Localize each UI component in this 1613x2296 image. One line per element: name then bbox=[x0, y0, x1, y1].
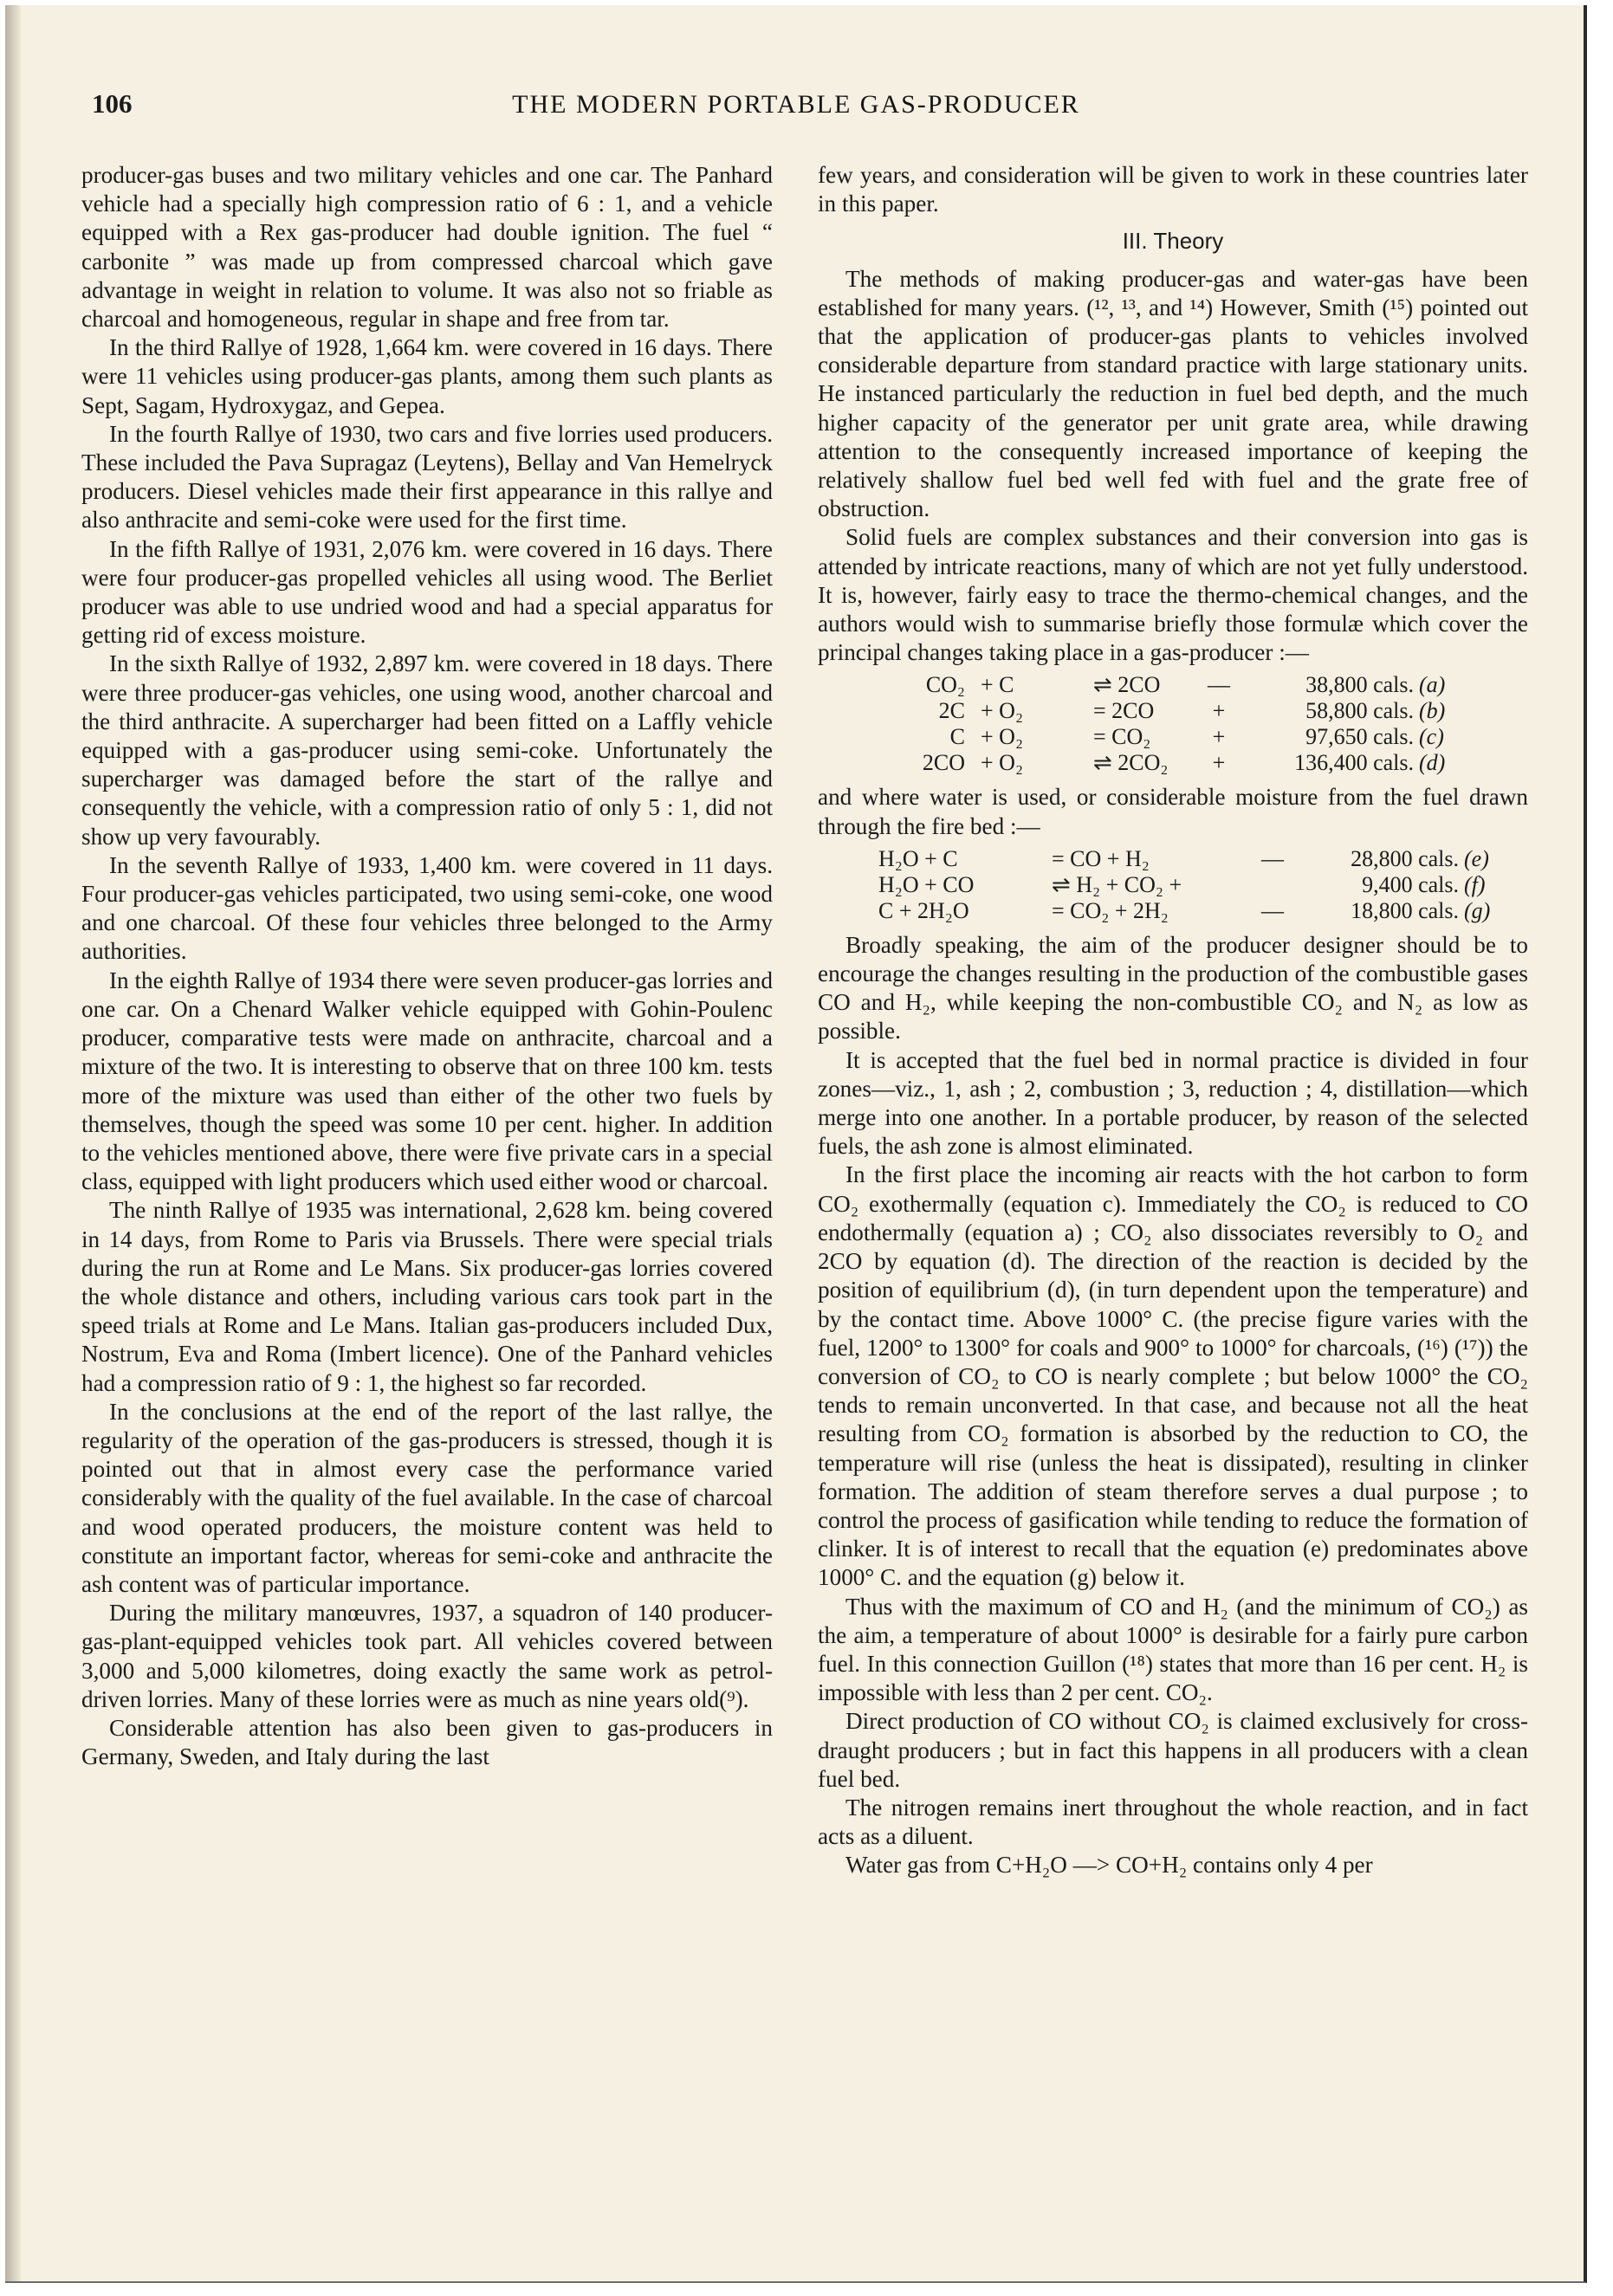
paragraph: and where water is used, or considerable moisture from the fuel drawn through the fire bed :— bbox=[818, 784, 1528, 839]
eq-tag: (b) bbox=[1419, 698, 1446, 724]
page-sheet bbox=[5, 5, 1587, 2283]
eq-rel: = 2CO bbox=[1093, 698, 1155, 724]
equation-row bbox=[818, 698, 1528, 724]
paragraph: The ninth Rallye of 1935 was international, 2,628 km. being covered in 14 days, from Rome to Paris via Brussels. There were special trials during the run at Rome and Le Mans. Six producer-gas lorries covered the whole distance and others, including various cars took part in the speed trials at Rome and Le Mans. Italian gas-producers included Dux, Nostrum, Eva and Roma (Imbert licence). One of the Panhard vehicles had a compression ratio of 9 : 1, the highest so far recorded. bbox=[81, 1197, 773, 1396]
right-column bbox=[818, 161, 1528, 1880]
eq-lhs: H₂O + CO bbox=[878, 871, 975, 897]
paragraph: Broadly speaking, the aim of the producer designer should be to encourage the changes resulting in the production of the combustible gases CO and H₂, while keeping the non-combustible CO₂ and N₂ as low as possible. bbox=[818, 931, 1528, 1045]
eq-heat: 18,800 cals. bbox=[1351, 897, 1459, 923]
eq-rel: = CO₂ bbox=[1093, 724, 1151, 750]
eq-sign: — bbox=[1261, 897, 1284, 923]
paragraph: Water gas from C+H₂O —> CO+H₂ contains only 4 per bbox=[845, 1852, 1373, 1879]
page-header bbox=[5, 88, 1587, 132]
eq-sign bbox=[1251, 872, 1294, 898]
eq-op: + O₂ bbox=[981, 724, 1024, 750]
eq-sign: + bbox=[1212, 698, 1226, 724]
section-heading: III. Theory bbox=[1122, 228, 1224, 255]
eq-heat: 97,650 cals. bbox=[1305, 724, 1414, 750]
eq-op: + O₂ bbox=[981, 698, 1024, 724]
eq-heat: 58,800 cals. bbox=[1305, 698, 1414, 724]
paragraph: The nitrogen remains inert throughout the whole reaction, and in fact acts as a diluent. bbox=[818, 1794, 1528, 1850]
paragraph: Thus with the maximum of CO and H₂ (and the minimum of CO₂) as the aim, a temperature of about 1000° is desirable for a fairly pure carbon fuel. In this connection Guillon (¹⁸) states that more than 16 per cent. H₂ is impossible with less than 2 per cent. CO₂. bbox=[818, 1593, 1528, 1706]
eq-heat: 28,800 cals. bbox=[1351, 845, 1459, 871]
eq-lhs: H₂O + C bbox=[878, 845, 958, 871]
paragraph: few years, and consideration will be given to work in these countries later in this paper. bbox=[818, 162, 1528, 217]
eq-lhs: 2C bbox=[938, 698, 965, 724]
eq-op: + O₂ bbox=[981, 750, 1024, 776]
paragraph: Solid fuels are complex substances and their conversion into gas is attended by intricate reactions, many of which are not yet fully understood. It is, however, fairly easy to trace the thermo-chemical changes, and the authors would wish to summarise briefly those formulæ which cover the principal changes taking place in a gas-producer :— bbox=[818, 524, 1528, 666]
eq-heat: 9,400 cals. bbox=[1362, 871, 1459, 897]
paragraph: In the eighth Rallye of 1934 there were seven producer-gas lorries and one car. On a Chenard Walker vehicle equipped with Gohin-Poulenc producer, comparative tests were made on anthracite, charcoal and a mixture of the two. It is interesting to observe that on three 100 km. tests more of the mixture was used than either of the other two fuels by themselves, though the speed was some 10 per cent. higher. In addition to the vehicles mentioned above, there were five private cars in a special class, equipped with light producers which used either wood or charcoal. bbox=[81, 967, 773, 1195]
equation-row bbox=[818, 750, 1528, 776]
eq-rel: ⇌ 2CO bbox=[1093, 672, 1161, 698]
eq-tag: (e) bbox=[1464, 845, 1489, 871]
equation-row bbox=[818, 898, 1528, 924]
eq-rel: ⇌ H₂ + CO₂ + bbox=[1052, 871, 1182, 897]
equation-block-1 bbox=[818, 672, 1528, 776]
eq-tag: (a) bbox=[1419, 672, 1446, 698]
equation-row bbox=[818, 724, 1528, 750]
left-column bbox=[81, 161, 773, 1771]
eq-heat: 38,800 cals. bbox=[1305, 672, 1414, 698]
running-title: THE MODERN PORTABLE GAS-PRODUCER bbox=[512, 90, 1080, 119]
eq-lhs: 2CO bbox=[922, 750, 965, 776]
equation-row bbox=[818, 672, 1528, 698]
paragraph: producer-gas buses and two military vehicles and one car. The Panhard vehicle had a specially high compression ratio of 6 : 1, and a vehicle equipped with a Rex gas-producer had double ignition. The fuel “ carbonite ” was made up from compressed charcoal which gave advantage in weight in relation to volume. It was also not so friable as charcoal and homogeneous, regular in shape and free from tar. bbox=[81, 162, 773, 333]
eq-lhs: CO₂ bbox=[925, 672, 965, 698]
eq-tag: (c) bbox=[1419, 724, 1444, 750]
eq-tag: (g) bbox=[1464, 897, 1491, 923]
eq-heat: 136,400 cals. bbox=[1294, 750, 1414, 776]
paragraph: In the seventh Rallye of 1933, 1,400 km. were covered in 11 days. Four producer-gas vehicles participated, two using semi-coke, one wood and one charcoal. Of these four vehicles three belonged to the Army authorities. bbox=[81, 851, 773, 965]
equation-block-2 bbox=[818, 846, 1528, 924]
eq-tag: (d) bbox=[1419, 750, 1446, 776]
eq-sign: — bbox=[1208, 672, 1230, 698]
paragraph: In the sixth Rallye of 1932, 2,897 km. were covered in 18 days. There were three producer-gas vehicles, one using wood, another charcoal and the third anthracite. A supercharger had been fitted on a Laffly vehicle equipped with a gas-producer using semi-coke. Unfortunately the supercharger was damaged before the start of the rallye and consequently the vehicle, with a compression ratio of only 5 : 1, did not show up very favourably. bbox=[81, 650, 773, 850]
paragraph: The methods of making producer-gas and water-gas have been established for many years. (¹², ¹³, and ¹⁴) However, Smith (¹⁵) pointed out that the application of producer-gas plants to vehicles involved considerable departure from standard practice with large stationary units. He instanced particularly the reduction in fuel bed depth, and the much higher capacity of the generator per unit grate area, while drawing attention to the consequently increased importance of keeping the relatively shallow fuel bed well fed with fuel and the grate free of obstruction. bbox=[818, 265, 1528, 522]
eq-op: + C bbox=[981, 672, 1014, 698]
eq-sign: + bbox=[1212, 750, 1226, 776]
paragraph: Considerable attention has also been given to gas-producers in Germany, Sweden, and Italy during the last bbox=[81, 1714, 773, 1770]
paragraph: Direct production of CO without CO₂ is claimed exclusively for cross-draught producers ; but in fact this happens in all producers with a clean fuel bed. bbox=[818, 1708, 1528, 1792]
eq-tag: (f) bbox=[1464, 871, 1486, 897]
eq-rel: = CO₂ + 2H₂ bbox=[1052, 897, 1169, 923]
eq-lhs: C bbox=[949, 724, 965, 750]
eq-sign: — bbox=[1261, 845, 1284, 871]
eq-sign: + bbox=[1212, 724, 1226, 750]
equation-row bbox=[818, 872, 1528, 898]
paragraph: In the third Rallye of 1928, 1,664 km. were covered in 16 days. There were 11 vehicles using producer-gas plants, among them such plants as Sept, Sagam, Hydroxygaz, and Gepea. bbox=[81, 334, 773, 418]
eq-rel: ⇌ 2CO₂ bbox=[1093, 750, 1169, 776]
eq-rel: = CO + H₂ bbox=[1052, 845, 1150, 871]
paragraph: It is accepted that the fuel bed in normal practice is divided in four zones—viz., 1, ash ; 2, combustion ; 3, reduction ; 4, distillation—which merge into one another. In a portable producer, by reason of the selected fuels, the ash zone is almost eliminated. bbox=[818, 1046, 1528, 1160]
eq-lhs: C + 2H₂O bbox=[878, 897, 969, 923]
page-number: 106 bbox=[92, 88, 133, 119]
paragraph: In the conclusions at the end of the report of the last rallye, the regularity of the operation of the gas-producers is stressed, though it is pointed out that in almost every case the performance varied considerably with the quality of the fuel available. In the case of charcoal and wood operated producers, the moisture content was held to constitute an important factor, whereas for semi-coke and anthracite the ash content was of particular importance. bbox=[81, 1398, 773, 1597]
paragraph: In the fourth Rallye of 1930, two cars and five lorries used producers. These included the Pava Supragaz (Leytens), Bellay and Van Hemelryck producers. Diesel vehicles made their first appearance in this rallye and also anthracite and semi-coke were used for the first time. bbox=[81, 420, 773, 534]
paragraph: In the fifth Rallye of 1931, 2,076 km. were covered in 16 days. There were four producer-gas propelled vehicles all using wood. The Berliet producer was able to use undried wood and had a special apparatus for getting rid of excess moisture. bbox=[81, 535, 773, 649]
paragraph: During the military manœuvres, 1937, a squadron of 140 producer-gas-plant-equipped vehicles took part. All vehicles covered between 3,000 and 5,000 kilometres, doing exactly the same work as petrol-driven lorries. Many of these lorries were as much as nine years old(⁹). bbox=[81, 1600, 773, 1712]
paragraph: In the first place the incoming air reacts with the hot carbon to form CO₂ exothermally (equation c). Immediately the CO₂ is reduced to CO endothermally (equation a) ; CO₂ also dissociates reversibly to O₂ and 2CO by equation (d). The direction of the reaction is decided by the position of equilibrium (d), (in turn dependent upon the temperature) and by the contact time. Above 1000° C. (the precise figure varies with the fuel, 1200° to 1300° for coals and 900° to 1000° for charcoals, (¹⁶) (¹⁷)) the conversion of CO₂ to CO is nearly complete ; but below 1000° the CO₂ tends to remain unconverted. In that case, and because not all the heat resulting from CO₂ formation is absorbed by the reduction to CO, the temperature will rise (unless the heat is dissipated), resulting in clinker formation. The addition of steam therefore serves a dual purpose ; to control the process of gasification while tending to reduce the formation of clinker. It is of interest to recall that the equation (e) predominates above 1000° C. and the equation (g) below it. bbox=[818, 1161, 1528, 1591]
page-edge-shadow bbox=[5, 5, 21, 2283]
equation-row bbox=[818, 846, 1528, 872]
